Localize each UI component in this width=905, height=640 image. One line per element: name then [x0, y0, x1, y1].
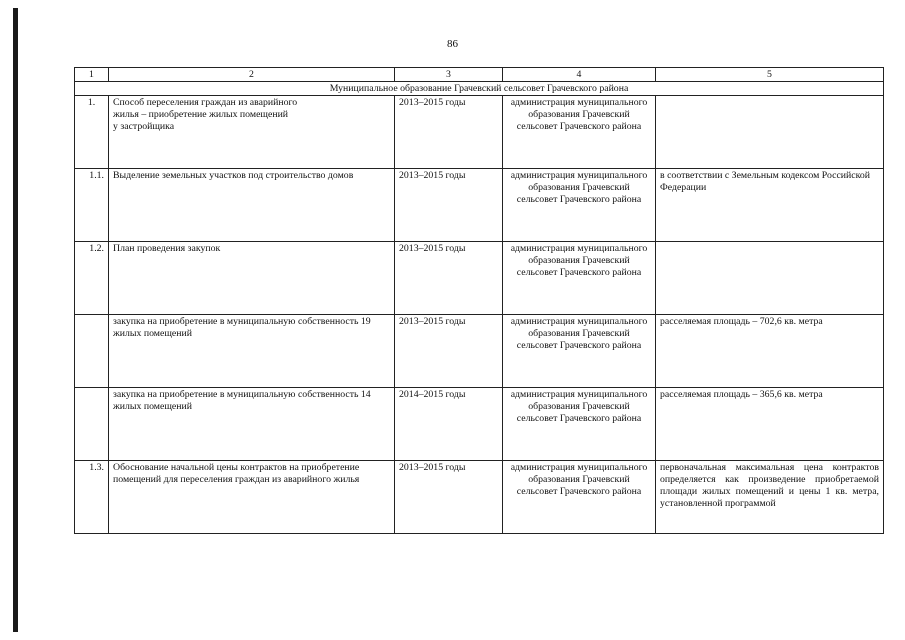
section-title: Муниципальное образование Грачевский сельсовет Грачевского района	[75, 82, 884, 96]
column-number-row	[75, 68, 884, 82]
row-period: 2013–2015 годы	[395, 315, 503, 388]
row-number: 1.1.	[75, 169, 109, 242]
row-note: в соответствии с Земельным кодексом Российской Федерации	[656, 169, 884, 242]
row-description: закупка на приобретение в муниципальную собственность 19 жилых помещений	[109, 315, 395, 388]
column-number: 5	[656, 68, 884, 82]
row-number: 1.2.	[75, 242, 109, 315]
column-number: 1	[75, 68, 109, 82]
column-number: 3	[395, 68, 503, 82]
row-description: Способ переселения граждан из аварийного жилья – приобретение жилых помещений у застройщика	[109, 96, 395, 169]
row-period: 2014–2015 годы	[395, 388, 503, 461]
row-description: закупка на приобретение в муниципальную собственность 14 жилых помещений	[109, 388, 395, 461]
table-row	[75, 315, 884, 388]
row-number: 1.	[75, 96, 109, 169]
row-description: Обоснование начальной цены контрактов на приобретение помещений для переселения граждан из аварийного жилья	[109, 461, 395, 534]
program-table	[74, 67, 884, 534]
row-description: План проведения закупок	[109, 242, 395, 315]
row-executor: администрация муниципального образования Грачевский сельсовет Грачевского района	[503, 96, 656, 169]
row-number	[75, 315, 109, 388]
row-period: 2013–2015 годы	[395, 169, 503, 242]
row-note: расселяемая площадь – 365,6 кв. метра	[656, 388, 884, 461]
row-period: 2013–2015 годы	[395, 96, 503, 169]
row-description: Выделение земельных участков под строительство домов	[109, 169, 395, 242]
table-row	[75, 242, 884, 315]
section-row	[75, 82, 884, 96]
row-executor: администрация муниципального образования Грачевский сельсовет Грачевского района	[503, 461, 656, 534]
row-note	[656, 242, 884, 315]
table-row	[75, 461, 884, 534]
table-row	[75, 388, 884, 461]
column-number: 2	[109, 68, 395, 82]
row-executor: администрация муниципального образования Грачевский сельсовет Грачевского района	[503, 242, 656, 315]
row-period: 2013–2015 годы	[395, 242, 503, 315]
row-executor: администрация муниципального образования Грачевский сельсовет Грачевского района	[503, 315, 656, 388]
column-number: 4	[503, 68, 656, 82]
row-number: 1.3.	[75, 461, 109, 534]
row-executor: администрация муниципального образования Грачевский сельсовет Грачевского района	[503, 169, 656, 242]
row-period: 2013–2015 годы	[395, 461, 503, 534]
row-note: расселяемая площадь – 702,6 кв. метра	[656, 315, 884, 388]
table-row	[75, 96, 884, 169]
row-note	[656, 96, 884, 169]
scan-edge-bar	[13, 8, 18, 632]
row-number	[75, 388, 109, 461]
page-number: 86	[447, 38, 458, 50]
row-note: первоначальная максимальная цена контрактов определяется как произведение приобретаемой площади жилых помещений и цены 1 кв. метра, установленной программой	[656, 461, 884, 534]
table-row	[75, 169, 884, 242]
row-executor: администрация муниципального образования Грачевский сельсовет Грачевского района	[503, 388, 656, 461]
